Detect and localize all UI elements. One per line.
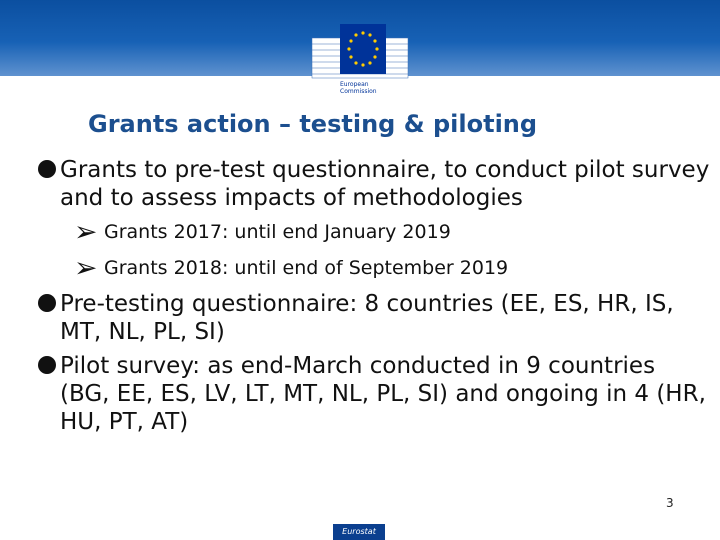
bullet-text: Grants to pre-test questionnaire, to conduct pilot survey and to assess impacts of methodologies <box>60 157 710 211</box>
bullet-grants <box>38 156 710 212</box>
bullet-pilot-survey <box>38 352 710 436</box>
bullet-dot-icon <box>38 160 56 178</box>
arrow-bullet-icon: ➢ <box>74 251 98 284</box>
sub-bullet-text: Grants 2018: until end of September 2019 <box>104 257 509 279</box>
bullet-pretesting <box>38 290 710 346</box>
page-number: 3 <box>666 496 674 510</box>
bullet-dot-icon <box>38 294 56 312</box>
european-commission-logo <box>310 18 410 102</box>
logo-line-1: European <box>340 81 369 88</box>
eurostat-footer-badge: Eurostat <box>333 524 385 540</box>
sub-bullet-text: Grants 2017: until end January 2019 <box>104 221 451 243</box>
commission-building-icon <box>310 18 410 80</box>
sub-bullet-grants-2018 <box>38 251 710 284</box>
logo-line-2: Commission <box>340 88 377 95</box>
bullet-text: Pilot survey: as end-March conducted in 9 countries (BG, EE, ES, LV, LT, MT, NL, PL, SI) and ongoing in 4 (HR, HU, PT, AT) <box>60 353 706 435</box>
slide-title: Grants action – testing & piloting <box>88 110 538 138</box>
arrow-bullet-icon: ➢ <box>74 215 98 248</box>
sub-bullet-grants-2017 <box>38 215 710 248</box>
bullet-dot-icon <box>38 356 56 374</box>
bullet-text: Pre-testing questionnaire: 8 countries (EE, ES, HR, IS, MT, NL, PL, SI) <box>60 291 674 345</box>
slide-content <box>38 156 710 442</box>
logo-text <box>340 81 400 95</box>
